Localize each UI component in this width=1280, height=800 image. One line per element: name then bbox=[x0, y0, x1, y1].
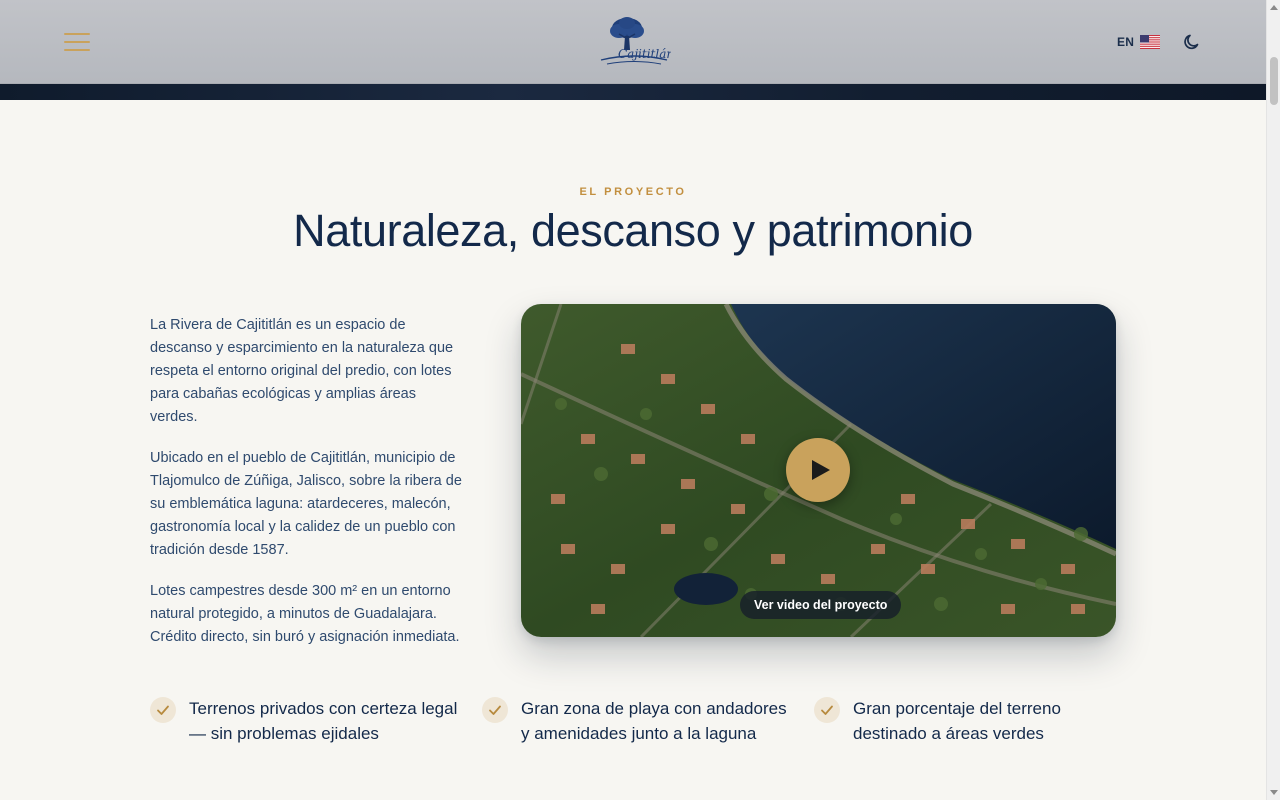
feature-text: Gran porcentaje del terreno destinado a áreas verdes bbox=[853, 699, 1061, 743]
hero-image-edge bbox=[0, 84, 1266, 100]
description-paragraph: Ubicado en el pueblo de Cajititlán, municipio de Tlajomulco de Zúñiga, Jalisco, sobre la ribera de su emblemática laguna: atardeceres, malecón, gastronomía local y la calidez de un pueblo con tradición desde 1587. bbox=[150, 450, 462, 558]
description-paragraph: La Rivera de Cajititlán es un espacio de descanso y esparcimiento en la naturaleza que respeta el entorno original del predio, con lotes para cabañas ecológicas y amplias áreas verdes. bbox=[150, 317, 454, 425]
check-icon bbox=[482, 697, 508, 723]
cajititlan-tree-logo bbox=[597, 14, 671, 70]
section-eyebrow: EL PROYECTO bbox=[579, 186, 687, 198]
language-switcher[interactable] bbox=[1117, 33, 1160, 51]
watch-video-label[interactable]: Ver video del proyecto bbox=[740, 591, 901, 619]
hamburger-menu-icon[interactable] bbox=[64, 33, 90, 51]
play-video-button[interactable] bbox=[786, 438, 850, 502]
section-title: Naturaleza, descanso y patrimonio bbox=[293, 205, 973, 256]
language-code: EN bbox=[1117, 35, 1135, 49]
moon-icon[interactable] bbox=[1182, 32, 1202, 52]
page-scrollbar[interactable] bbox=[1266, 0, 1280, 800]
check-icon bbox=[150, 697, 176, 723]
feature-item bbox=[150, 696, 460, 746]
check-icon bbox=[814, 697, 840, 723]
project-video-card[interactable] bbox=[521, 304, 1116, 637]
feature-item bbox=[482, 696, 792, 746]
scroll-up-arrow-icon[interactable] bbox=[1270, 5, 1278, 10]
site-logo[interactable] bbox=[597, 14, 671, 70]
us-flag-icon bbox=[1140, 35, 1160, 49]
feature-item bbox=[814, 696, 1124, 746]
site-header bbox=[0, 0, 1266, 84]
project-description bbox=[150, 314, 465, 667]
feature-text: Gran zona de playa con andadores y amenidades junto a la laguna bbox=[521, 699, 787, 743]
description-paragraph: Lotes campestres desde 300 m² en un entorno natural protegido, a minutos de Guadalajara. Crédito directo, sin buró y asignación inmediata. bbox=[150, 583, 460, 645]
logo-wordmark: Cajititlán bbox=[618, 47, 671, 61]
play-icon bbox=[786, 438, 850, 502]
scroll-thumb[interactable] bbox=[1270, 57, 1278, 105]
feature-text: Terrenos privados con certeza legal — sin problemas ejidales bbox=[189, 699, 458, 743]
scroll-down-arrow-icon[interactable] bbox=[1270, 790, 1278, 795]
